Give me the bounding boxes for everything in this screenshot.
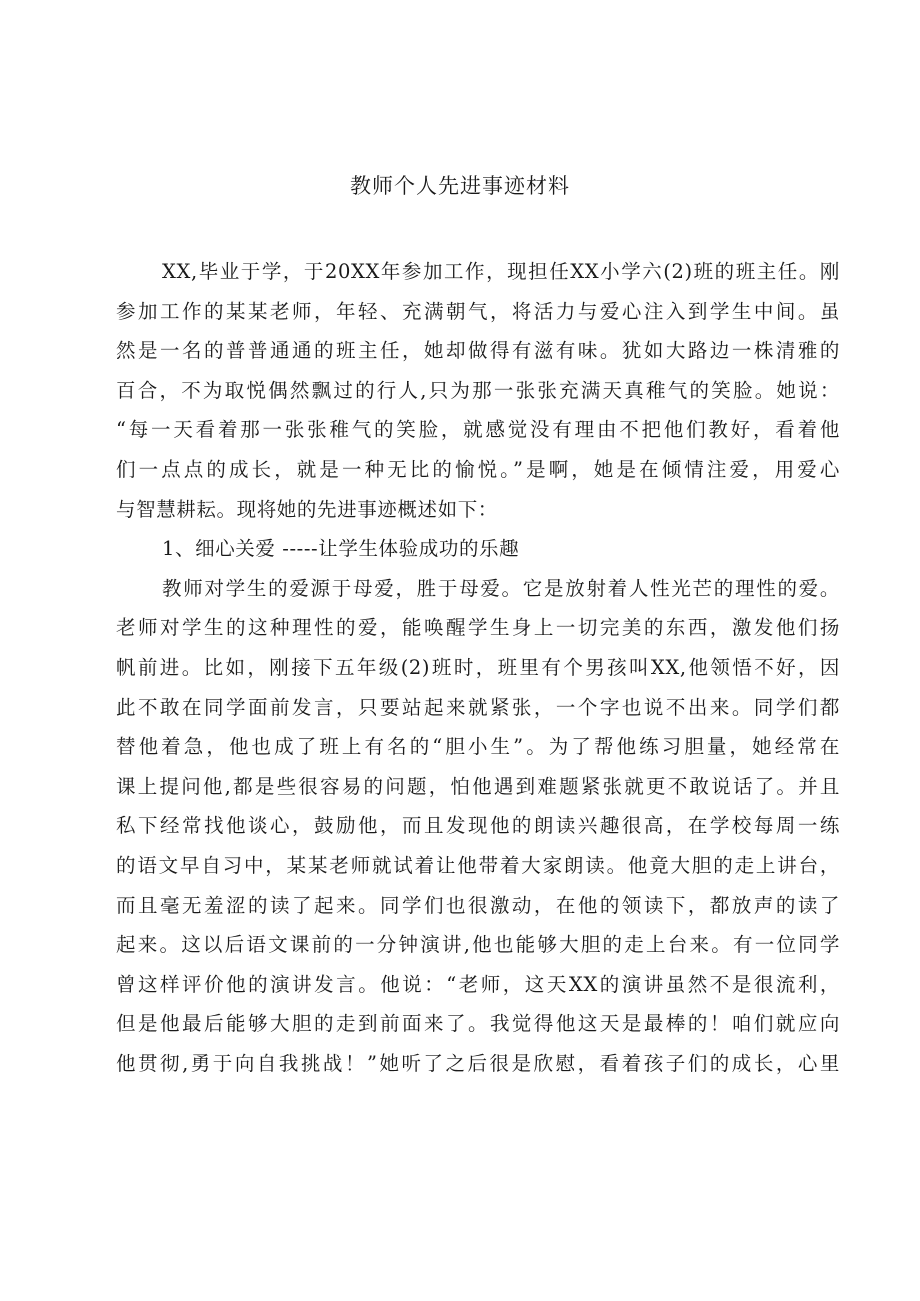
paragraph-line: 们一点点的成长，就是一种无比的愉悦。”是啊，她是在倾情注爱，用爱心 xyxy=(116,457,840,481)
paragraph-line: “每一天看着那一张张稚气的笑脸，就感觉没有理由不把他们教好，看着他 xyxy=(116,418,840,442)
paragraph-line: 曾这样评价他的演讲发言。他说：“老师，这天XX的演讲虽然不是很流利， xyxy=(116,972,840,996)
paragraph-line: 帆前进。比如，刚接下五年级(2)班时，班里有个男孩叫XX,他领悟不好，因 xyxy=(116,655,840,679)
paragraph-line: 替他着急，他也成了班上有名的“胆小生”。为了帮他练习胆量，她经常在 xyxy=(116,735,840,759)
paragraph-line: 然是一名的普普通通的班主任，她却做得有滋有味。犹如大路边一株清雅的 xyxy=(116,339,840,363)
section-heading: 1、细心关爱 -----让学生体验成功的乐趣 xyxy=(162,537,520,561)
paragraph-line: 私下经常找他谈心，鼓励他，而且发现他的朗读兴趣很高，在学校每周一练 xyxy=(116,814,840,838)
paragraph-line: XX,毕业于学，于20XX年参加工作，现担任XX小学六(2)班的班主任。刚 xyxy=(162,260,840,283)
paragraph-line: 参加工作的某某老师，年轻、充满朝气，将活力与爱心注入到学生中间。虽 xyxy=(116,299,840,323)
paragraph-line: 老师对学生的这种理性的爱，能唤醒学生身上一切完美的东西，激发他们扬 xyxy=(116,616,840,640)
paragraph-line: 教师对学生的爱源于母爱，胜于母爱。它是放射着人性光芒的理性的爱。 xyxy=(162,576,840,600)
paragraph-line: 课上提问他,都是些很容易的问题，怕他遇到难题紧张就更不敢说话了。并且 xyxy=(116,774,840,798)
paragraph-line: 百合，不为取悦偶然飘过的行人,只为那一张张充满天真稚气的笑脸。她说： xyxy=(116,378,840,402)
paragraph-line: 但是他最后能够大胆的走到前面来了。我觉得他这天是最棒的！咱们就应向 xyxy=(116,1012,840,1036)
paragraph-line: 此不敢在同学面前发言，只要站起来就紧张，一个字也说不出来。同学们都 xyxy=(116,695,840,719)
paragraph-line: 的语文早自习中，某某老师就试着让他带着大家朗读。他竟大胆的走上讲台， xyxy=(116,853,840,877)
document-title: 教师个人先进事迹材料 xyxy=(350,174,570,198)
document-body xyxy=(116,252,840,1083)
paragraph-line: 他贯彻,勇于向自我挑战！”她听了之后很是欣慰，看着孩子们的成长，心里 xyxy=(116,1051,840,1075)
paragraph-line: 起来。这以后语文课前的一分钟演讲,他也能够大胆的走上台来。有一位同学 xyxy=(116,933,840,957)
paragraph-line: 与智慧耕耘。现将她的先进事迹概述如下： xyxy=(116,497,498,521)
paragraph-line: 而且毫无羞涩的读了起来。同学们也很激动，在他的领读下，都放声的读了 xyxy=(116,893,840,917)
